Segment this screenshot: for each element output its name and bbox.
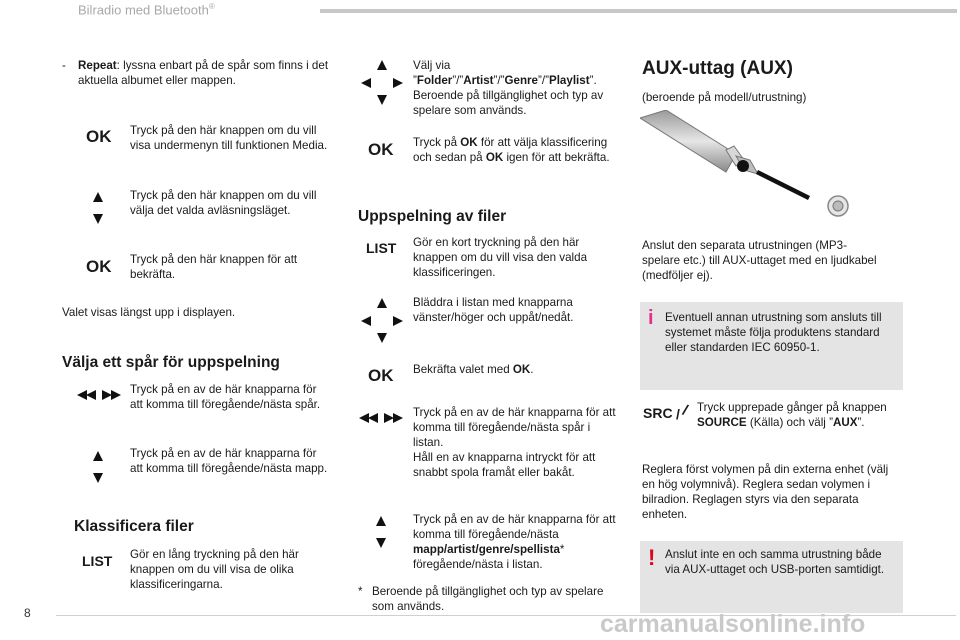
ok-classify-text <box>413 135 618 165</box>
reglera-text: Reglera först volymen på din externa enhet (välj en hög volymnivå). Reglera sedan volymen i bilradion. Reglagen styrs via den separata enheten. <box>642 463 889 521</box>
ok-label: OK <box>512 363 531 376</box>
text-fragment: . <box>530 363 534 376</box>
slash-icon: / <box>676 406 680 422</box>
text-fragment: Bekräfta valet med <box>413 363 513 376</box>
up-down-arrows-icon <box>91 451 105 485</box>
watermark: carmanualsonline.info <box>600 610 866 638</box>
folder-skip-text <box>413 512 618 572</box>
text-fragment: för att välja klassificering och sedan på <box>413 136 608 164</box>
artist-label: Artist <box>463 74 494 87</box>
text-fragment: ”/” <box>452 74 464 87</box>
genre-label: Genre <box>504 74 539 87</box>
track-skip-line: Tryck på en av de här knapparna för att komma till föregående/nästa spår i listan. <box>413 406 616 449</box>
repeat-label: Repeat <box>78 59 117 72</box>
four-way-arrows-icon <box>361 298 403 344</box>
ok-label: OK <box>460 136 478 149</box>
info-icon: i <box>648 307 654 329</box>
folder-artist-text <box>413 58 623 118</box>
prev-next-icon <box>359 413 405 425</box>
src-label: SRC <box>643 405 673 421</box>
prev-next-folder-text: Tryck på en av de här knapparna för att komma till föregående/nästa mapp. <box>130 447 328 475</box>
prev-next-icon <box>77 390 123 402</box>
heading-valja-spar: Välja ett spår för uppspelning <box>62 354 280 371</box>
text-fragment: (Källa) och välj ” <box>746 416 833 429</box>
track-skip-text <box>413 405 618 480</box>
text-fragment: ”/” <box>493 74 505 87</box>
text-fragment: ”. <box>857 416 865 429</box>
src-button-icon <box>643 401 695 423</box>
text-fragment: föregående/nästa i listan. <box>413 558 543 571</box>
confirm-choice-text <box>413 362 613 377</box>
list-long-press-text: Gör en lång tryckning på den här knappen om du vill visa de olika klassificeringarna. <box>130 548 299 591</box>
repeat-paragraph <box>78 58 340 88</box>
text-fragment: Välj via ” <box>413 59 451 87</box>
folder-label: Folder <box>416 74 453 87</box>
list-short-press-text: Gör en kort tryckning på den här knappen om du vill visa den valda klassificeringen. <box>413 236 588 279</box>
source-label: SOURCE <box>697 416 747 429</box>
ok-button-icon: OK <box>86 257 112 276</box>
footnote-text: Beroende på tillgänglighet och typ av spelare som används. <box>372 585 604 613</box>
text-fragment: Tryck på en av de här knapparna för att komma till föregående/nästa <box>413 513 616 541</box>
repeat-text: : lyssna enbart på de spår som finns i det aktuella albumet eller mappen. <box>78 59 329 87</box>
text-fragment: ”/” <box>538 74 549 87</box>
warning-box <box>640 541 903 613</box>
four-way-arrows-icon <box>361 60 403 106</box>
running-header <box>78 2 215 17</box>
text-fragment: ”. <box>589 74 597 87</box>
registered-mark: ® <box>208 2 215 11</box>
source-text <box>697 400 907 430</box>
browse-list-text: Bläddra i listan med knapparna vänster/höger och uppåt/nedåt. <box>413 296 574 324</box>
info-text: Eventuell annan utrustning som ansluts till systemet måste följa produktens standard eller standarden IEC 60950-1. <box>665 311 882 354</box>
heading-uppspelning: Uppspelning av filer <box>358 208 507 225</box>
ok-button-icon: OK <box>86 127 112 146</box>
text-fragment: Tryck upprepade gånger på knappen <box>697 401 887 414</box>
info-box <box>640 302 903 390</box>
anslut-text: Anslut den separata utrustningen (MP3-spelare etc.) till AUX-uttaget med en ljudkabel (medföljer ej). <box>642 239 877 282</box>
text-fragment: Tryck på <box>413 136 461 149</box>
availability-text: Beroende på tillgänglighet och typ av spelare som används. <box>413 89 604 117</box>
text-fragment: igen för att bekräfta. <box>503 151 610 164</box>
fast-forward-line: Håll en av knapparna intryckt för att snabbt spola framåt eller bakåt. <box>413 451 596 479</box>
footnote-marker: * <box>559 543 565 556</box>
up-down-arrows-icon <box>374 516 388 550</box>
warning-icon: ! <box>648 545 656 570</box>
up-down-arrows-icon <box>91 192 105 226</box>
list-button-icon: LIST <box>366 240 397 256</box>
heading-aux: AUX-uttag (AUX) <box>642 58 793 79</box>
prev-next-track-text: Tryck på en av de här knapparna för att komma till föregående/nästa spår. <box>130 383 321 411</box>
ok-menu-text: Tryck på den här knappen om du vill visa undermenyn till funktionen Media. <box>130 124 328 152</box>
heading-klassificera: Klassificera filer <box>74 518 194 535</box>
header-rule <box>320 9 957 13</box>
valet-text: Valet visas längst upp i displayen. <box>62 306 236 319</box>
ok-button-icon: OK <box>368 140 394 159</box>
page-number: 8 <box>24 606 31 620</box>
updown-text: Tryck på den här knappen om du vill välja det valda avläsningsläget. <box>130 189 317 217</box>
ok-label: OK <box>485 151 504 164</box>
footnote-star: * <box>358 585 363 598</box>
playlist-label: Playlist <box>548 74 590 87</box>
ok-button-icon: OK <box>368 366 394 385</box>
category-label: mapp/artist/genre/spellista <box>413 543 560 556</box>
list-button-icon: LIST <box>82 553 113 569</box>
aux-label: AUX <box>832 416 858 429</box>
repeat-dash: - <box>62 59 66 72</box>
aux-subtitle: (beroende på modell/utrustning) <box>642 91 807 104</box>
warning-text: Anslut inte en och samma utrustning både via AUX-uttaget och USB-porten samtidigt. <box>665 548 885 576</box>
ok-confirm-text: Tryck på den här knappen för att bekräfta. <box>130 253 298 281</box>
header-title: Bilradio med Bluetooth <box>78 2 209 18</box>
slash-icon: / <box>680 401 690 420</box>
aux-plug-image <box>640 110 860 225</box>
